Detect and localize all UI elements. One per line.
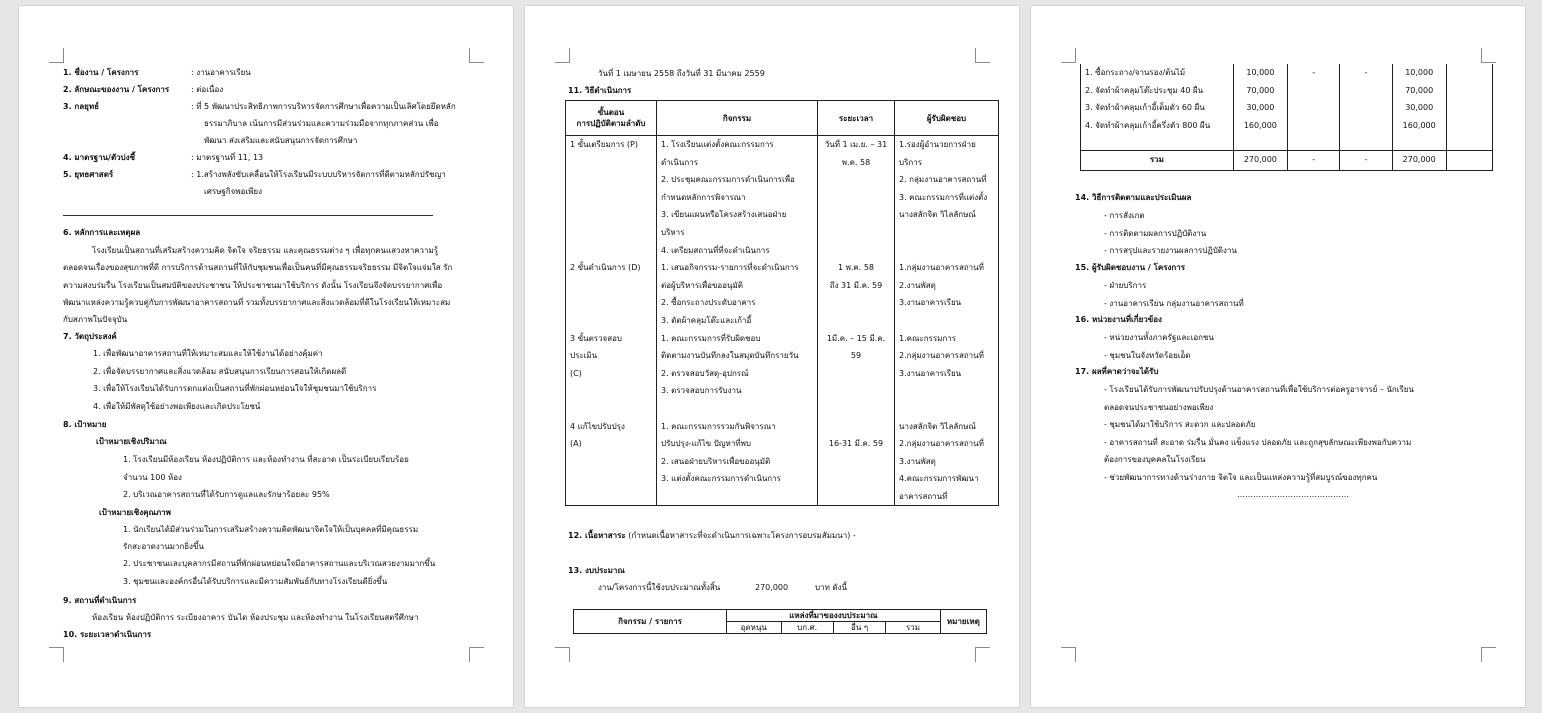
cell-line: [822, 189, 890, 207]
budget-note: [1446, 117, 1492, 151]
budget-other: [1340, 82, 1392, 100]
table-row: [566, 259, 999, 329]
cell-line: [570, 382, 652, 400]
cell-line: [570, 242, 652, 260]
budget-subsidy: 30,000: [1233, 99, 1287, 117]
budget-total-row: [1081, 151, 1493, 171]
info-label: 1. ชื่องาน / โครงการ: [63, 68, 139, 77]
budget-bks: -: [1288, 64, 1340, 82]
cell-line: 3. แต่งตั้งคณะกรรมการดำเนินการ: [661, 474, 781, 484]
cell-line: [570, 189, 652, 207]
quantity-goal-item: 2. บริเวณอาคารสถานที่ได้รับการดูแลและรักษาร้อยละ 95%: [123, 490, 330, 499]
quality-goal-title: เป้าหมายเชิงคุณภาพ: [99, 508, 171, 517]
s6-line: ตลอดจนเรื่องของสุขภาพที่ดี การบริการด้านสถานที่ให้กับชุมชนเพื่อเป็นคนที่มีคุณธรรมจริยธรรม มีจิตใจแจ่มใส รัก: [63, 263, 453, 273]
section-10-title: 10. ระยะเวลาดำเนินการ: [63, 630, 152, 639]
cell-line: [570, 488, 652, 506]
cell-line: (C): [570, 368, 582, 378]
cell-line: 3. ตรวจสอบการรับงาน: [661, 386, 742, 396]
crop-mark: [1061, 647, 1076, 662]
budget-note: [1446, 99, 1492, 117]
section-11-title: 11. วิธีดำเนินการ: [568, 86, 632, 95]
expected-result-item: ตลอดจนประชาชนอย่างพอเพียง: [1104, 402, 1214, 412]
crop-mark: [555, 48, 570, 63]
cell-line: 4.คณะกรรมการพัฒนา: [899, 474, 979, 484]
crop-mark: [469, 647, 484, 662]
cell-line: พ.ค. 58: [841, 157, 871, 167]
cell-line: [570, 294, 652, 312]
info-label: 5. ยุทธศาสตร์: [63, 170, 114, 179]
cell-line: อาคารสถานที่: [899, 491, 948, 501]
expected-result-item: - อาคารสถานที่ สะอาด ร่มรื่น มั่นคง แข็งแรง ปลอดภัย และถูกสุขลักษณะเพียงพอกับความ: [1104, 437, 1412, 447]
section-16-title: 16. หน่วยงานที่เกี่ยวข้อง: [1075, 315, 1162, 324]
crop-mark: [469, 48, 484, 63]
cell-line: 2.กลุ่มงานอาคารสถานที่: [899, 439, 984, 449]
crop-mark: [1061, 48, 1076, 63]
total-subsidy: 270,000: [1233, 151, 1287, 171]
budget-subsidy: 160,000: [1233, 117, 1287, 151]
objective-item: 1. เพื่อพัฒนาอาคารสถานที่ให้เหมาะสมและให้ใช้งานได้อย่างคุ้มค่า: [93, 349, 323, 358]
info-value: : งานอาคารเรียน: [191, 68, 251, 77]
s6-line: พัฒนาแหล่งความรู้ควบคู่กับการพัฒนาอาคารสถานที่ รวมทั้งบรรยากาศและสิ่งแวดล้อมที่ดีในโรงเรียนให้เหมาะสม: [63, 297, 451, 307]
expected-result-item: - ช่วยพัฒนาการทางด้านร่างกาย จิตใจ และเป็นแหล่งความรู้ที่สมบูรณ์ของทุกคน: [1104, 472, 1378, 482]
info-value: : 1.สร้างพลังขับเคลื่อนให้โรงเรียนมีระบบบริหารจัดการที่ดีตามหลักปรัชญา: [191, 170, 446, 179]
header-owner: ผู้รับผิดชอบ: [895, 101, 999, 136]
cell-line: 3.งานอาคารเรียน: [899, 368, 962, 378]
cell-line: 16-31 มี.ค. 59: [828, 439, 884, 449]
quality-goal-item: 2. ประชาชนและบุคลากรมีสถานที่พักผ่อนหย่อนใจมีอาคารสถานและบริเวณสวยงามมากขึ้น: [123, 559, 436, 568]
section-15-title: 15. ผู้รับผิดชอบงาน / โครงการ: [1075, 263, 1186, 272]
crop-mark: [1481, 647, 1496, 662]
cell-line: [822, 488, 890, 506]
budget-header-note: หมายเหตุ: [940, 610, 986, 634]
divider-line: [63, 215, 433, 216]
info-value: : ที่ 5 พัฒนาประสิทธิภาพการบริหารจัดการศึกษาเพื่อความเป็นเลิศโดยยึดหลัก: [191, 102, 456, 111]
cell-line: 2. กลุ่มงานอาคารสถานที่: [899, 175, 987, 185]
crop-mark: [555, 647, 570, 662]
section-17-title: 17. ผลที่คาดว่าจะได้รับ: [1075, 367, 1159, 376]
cell-line: บริหาร: [661, 227, 685, 237]
header-step: ขั้นตอน การปฏิบัติตามลำดับ: [566, 101, 657, 136]
document-page-2: [525, 6, 1019, 707]
cell-line: 1. เสนอกิจกรรม-รายการที่จะดำเนินการ: [661, 263, 799, 273]
cell-owner: [895, 330, 999, 418]
cell-line: 59: [850, 351, 862, 361]
cell-line: ดำเนินการ: [661, 157, 698, 167]
cell-line: 4. เตรียมสถานที่ที่จะดำเนินการ: [661, 245, 770, 255]
document-page-1: [19, 6, 513, 707]
cell-line: [822, 171, 890, 189]
cell-line: [570, 171, 652, 189]
cell-line: นางสลักจิต วิไลลักษณ์: [899, 421, 976, 431]
section-13-text: งาน/โครงการนี้ใช้งบประมาณทั้งสิ้น: [598, 583, 721, 592]
cell-line: 3. เขียนแผนหรือโครงสร้างเสนอฝ่าย: [661, 210, 787, 220]
budget-total: 160,000: [1392, 117, 1446, 151]
cell-line: 1. คณะกรรมการรวมกันพิจารณา: [661, 421, 776, 431]
agency-item: - หน่วยงานทั้งภาครัฐและเอกชน: [1104, 333, 1214, 342]
budget-header-source: แหล่งที่มาของงบประมาณ: [727, 610, 941, 622]
section-7-title: 7. วัตถุประสงค์: [63, 332, 117, 341]
table-row: [566, 418, 999, 506]
info-value: พัฒนา ส่งเสริมและสนับสนุนการจัดการศึกษา: [204, 136, 358, 145]
cell-line: 2.งานพัสดุ: [899, 280, 936, 290]
cell-activity: [657, 418, 818, 506]
objective-item: 4. เพื่อให้มีพัสดุใช้อย่างพอเพียงและเกิดประโยชน์: [93, 401, 261, 411]
budget-bks: [1288, 82, 1340, 100]
cell-line: นางสลักจิต วิไลลักษณ์: [899, 210, 976, 220]
cell-line: [570, 470, 652, 488]
cell-line: ถึง 31 มี.ค. 59: [829, 280, 883, 290]
table-row: [566, 330, 999, 418]
cell-line: 3 ขั้นตรวจสอบ: [570, 333, 623, 343]
cell-line: [822, 206, 890, 224]
cell-line: 1. โรงเรียนแต่งตั้งคณะกรรมการ: [661, 140, 774, 149]
crop-mark: [1481, 48, 1496, 63]
cell-line: [899, 400, 994, 418]
total-sum: 270,000: [1392, 151, 1446, 171]
s6-line: กับสภาพในปัจจุบัน: [63, 315, 128, 325]
cell-line: [899, 382, 994, 400]
crop-mark: [49, 647, 64, 662]
cell-line: 1. คณะกรรมการที่รับผิดชอบ: [661, 333, 761, 343]
cell-line: ประเมิน: [570, 351, 598, 361]
cell-activity: [657, 330, 818, 418]
budget-row: [1081, 117, 1493, 151]
expected-result-item: - โรงเรียนได้รับการพัฒนาปรับปรุงด้านอาคารสถานที่เพื่อใช้บริการต่อครูอาจารย์ – นักเรียน: [1104, 385, 1414, 394]
budget-total: 10,000: [1392, 64, 1446, 82]
cell-time: [818, 136, 895, 260]
budget-unit: บาท ดังนี้: [815, 583, 847, 592]
quality-goal-item: รักสะอาดงานมากยิ่งขึ้น: [123, 542, 204, 551]
section-8-title: 8. เป้าหมาย: [63, 420, 107, 429]
responsible-item: - ฝ่ายบริการ: [1104, 281, 1147, 290]
budget-other: -: [1340, 64, 1392, 82]
budget-header-subsidy: อุดหนุน: [727, 622, 781, 634]
info-value: เศรษฐกิจพอเพียง: [204, 187, 263, 196]
cell-line: ปรับปรุง-แก้ไข ปัญหาที่พบ: [661, 439, 751, 449]
cell-line: (A): [570, 439, 582, 449]
cell-line: [570, 277, 652, 295]
info-value: ธรรมาภิบาล เน้นการมีส่วนร่วมและความร่วมมือจากทุกภาคส่วน เพื่อ: [204, 119, 439, 128]
budget-item: 4. จัดทำผ้าคลุมเก้าอี้ครึ่งตัว 800 ผืน: [1081, 117, 1234, 151]
cell-owner: [895, 136, 999, 260]
cell-line: 2.กลุ่มงานอาคารสถานที่: [899, 351, 984, 361]
section-6-title: 6. หลักการและเหตุผล: [63, 228, 141, 237]
section-13-title: 13. งบประมาณ: [568, 566, 625, 575]
cell-activity: [657, 259, 818, 329]
section-9-text: ห้องเรียน ห้องปฏิบัติการ ระเบียงอาคาร บันได ห้องประชุม และห้องทำงาน ในโรงเรียนสตรีศึกษา: [92, 613, 419, 622]
s6-line: ความสงบร่มรื่น โรงเรียนเป็นสมบัติของประชาชน ให้ประชาชนมาใช้บริการ ดังนั้น โรงเรียนจึงจัดบรรยากาศเพื่อ: [63, 280, 443, 290]
cell-line: [822, 312, 890, 330]
cell-time: [818, 330, 895, 418]
cell-owner: [895, 418, 999, 506]
quality-goal-item: 1. นักเรียนได้มีส่วนร่วมในการเสริมสร้างความคิดพัฒนาจิตใจให้เป็นบุคคลที่มีคุณธรรม: [123, 525, 419, 534]
cell-line: ติดตามงานบันทึกลงในสมุดบันทึกรายวัน: [661, 351, 799, 361]
budget-header-other: อื่น ๆ: [833, 622, 885, 634]
objective-item: 2. เพื่อจัดบรรยากาศและสิ่งแวดล้อม สนับสนุนการเรียนการสอนให้เกิดผลดี: [93, 366, 347, 376]
cell-line: 1.กลุ่มงานอาคารสถานที่: [899, 263, 984, 273]
procedure-table: [565, 100, 999, 506]
cell-activity: [657, 136, 818, 260]
monitoring-item: - การสังเกต: [1104, 211, 1145, 220]
budget-bks: [1288, 99, 1340, 117]
cell-line: 2 ขั้นดำเนินการ (D): [570, 263, 641, 273]
budget-table: [1080, 64, 1493, 171]
section-14-title: 14. วิธีการติดตามและประเมินผล: [1075, 193, 1192, 202]
budget-row: [1081, 99, 1493, 117]
budget-header-total: รวม: [886, 622, 940, 634]
cell-line: [661, 400, 813, 418]
cell-step: [566, 136, 657, 260]
cell-line: 3.งานพัสดุ: [899, 456, 936, 466]
budget-bks: [1288, 117, 1340, 151]
budget-total: 30,000: [1392, 99, 1446, 117]
budget-item: 1. ซื้อกระถาง/จานรอง/ต้นไม้: [1081, 64, 1234, 82]
budget-row: [1081, 82, 1493, 100]
cell-line: 2. ตรวจสอบวัสดุ-อุปกรณ์: [661, 368, 749, 378]
document-page-3: [1031, 6, 1525, 707]
cell-line: [822, 294, 890, 312]
cell-line: [822, 224, 890, 242]
cell-line: 2. ซื้อกระถางประดับอาคาร: [661, 298, 756, 308]
section-9-title: 9. สถานที่ดำเนินการ: [63, 596, 137, 605]
cell-line: [822, 418, 890, 436]
info-value: : มาตรฐานที่ 11, 13: [191, 153, 264, 162]
crop-mark: [49, 48, 64, 63]
budget-note: [1446, 82, 1492, 100]
cell-line: [822, 453, 890, 471]
budget-amount: 270,000: [755, 583, 789, 592]
monitoring-item: - การติดตามผลการปฏิบัติงาน: [1104, 228, 1207, 238]
cell-line: [899, 312, 994, 330]
cell-line: [570, 453, 652, 471]
cell-line: [822, 400, 890, 418]
budget-subsidy: 10,000: [1233, 64, 1287, 82]
cell-owner: [895, 259, 999, 329]
total-bks: -: [1288, 151, 1340, 171]
quantity-goal-title: เป้าหมายเชิงปริมาณ: [96, 437, 167, 446]
quantity-goal-item: 1. โรงเรียนมีห้องเรียน ห้องปฏิบัติการ และห้องทำงาน ที่สะอาด เป็นระเบียบเรียบร้อย: [123, 455, 409, 464]
cell-line: 2. เสนอฝ่ายบริหารเพื่อขออนุมัติ: [661, 456, 771, 466]
expected-result-item: - ชุมชนได้มาใช้บริการ สะดวก และปลอดภัย: [1104, 420, 1256, 429]
cell-line: [822, 382, 890, 400]
budget-item: 3. จัดทำผ้าคลุมเก้าอี้เต็มตัว 60 ผืน: [1081, 99, 1234, 117]
cell-line: [822, 365, 890, 383]
cell-line: วันที่ 1 เม.ย. – 31: [824, 140, 888, 149]
budget-header-bks: บก.ศ.: [781, 622, 833, 634]
cell-line: 1 ขั้นเตรียมการ (P): [570, 140, 638, 149]
cell-line: ต่อผู้บริหารเพื่อขออนุมัติ: [661, 280, 743, 290]
cell-line: [822, 470, 890, 488]
cell-step: [566, 418, 657, 506]
table-row: [566, 136, 999, 260]
cell-time: [818, 259, 895, 329]
cell-line: 4 แก้ไขปรับปรุง: [570, 421, 625, 431]
budget-table-header: [573, 609, 987, 634]
budget-other: [1340, 117, 1392, 151]
quantity-goal-item: จำนวน 100 ห้อง: [123, 473, 182, 482]
cell-line: 1 พ.ค. 58: [837, 263, 875, 273]
budget-header-activity: กิจกรรม / รายการ: [574, 610, 727, 634]
crop-mark: [975, 48, 990, 63]
cell-line: 3. คณะกรรมการที่แต่งตั้ง: [899, 192, 988, 202]
cell-line: [661, 488, 813, 506]
budget-note: [1446, 64, 1492, 82]
budget-total: 70,000: [1392, 82, 1446, 100]
cell-line: [570, 312, 652, 330]
cell-step: [566, 330, 657, 418]
expected-result-item: ต้องการของบุคคลในโรงเรียน: [1104, 455, 1206, 464]
end-mark: ……………………………………: [1237, 490, 1349, 499]
total-label: รวม: [1081, 151, 1234, 171]
monitoring-item: - การสรุปและรายงานผลการปฏิบัติงาน: [1104, 246, 1237, 255]
cell-line: [822, 242, 890, 260]
cell-line: [570, 224, 652, 242]
objective-item: 3. เพื่อให้โรงเรียนได้รับการตกแต่งเป็นสถานที่พักผ่อนหย่อนใจให้ชุมชนมาใช้บริการ: [93, 384, 377, 393]
budget-subsidy: 70,000: [1233, 82, 1287, 100]
cell-line: กำหนดหลักการพิจารณา: [661, 192, 746, 202]
cell-line: 3.งานอาคารเรียน: [899, 298, 962, 308]
cell-line: 1.คณะกรรมการ: [899, 333, 957, 343]
budget-item: 2. จัดทำผ้าคลุมโต๊ะประชุม 40 ผืน: [1081, 82, 1234, 100]
info-label: 2. ลักษณะของงาน / โครงการ: [63, 85, 170, 94]
info-label: 3. กลยุทธ์: [63, 102, 99, 111]
cell-line: [899, 224, 994, 242]
cell-line: [899, 242, 994, 260]
cell-line: [570, 206, 652, 224]
info-value: : ต่อเนื่อง: [191, 85, 224, 94]
header-period: ระยะเวลา: [818, 101, 895, 136]
cell-step: [566, 259, 657, 329]
cell-line: [570, 154, 652, 172]
budget-other: [1340, 99, 1392, 117]
cell-line: 3. ตัดผ้าคลุมโต๊ะและเก้าอี้: [661, 315, 752, 325]
cell-line: 1.รองผู้อำนวยการฝ่าย: [899, 140, 976, 149]
cell-line: 1มี.ค. – 15 มี.ค.: [826, 333, 886, 343]
budget-row: [1081, 64, 1493, 82]
agency-item: - ชุมชนในจังหวัดร้อยเอ็ด: [1104, 350, 1191, 360]
info-label: 4. มาตรฐาน/ตัวบ่งชี้: [63, 153, 136, 162]
responsible-item: - งานอาคารเรียน กลุ่มงานอาคารสถานที่: [1104, 298, 1244, 308]
cell-line: บริการ: [899, 157, 923, 167]
total-note: [1446, 151, 1492, 171]
crop-mark: [975, 647, 990, 662]
quality-goal-item: 3. ชุมชนและองค์กรอื่นได้รับบริการและมีความสัมพันธ์กับทางโรงเรียนดียิ่งขึ้น: [123, 577, 388, 586]
header-activity: กิจกรรม: [657, 101, 818, 136]
cell-time: [818, 418, 895, 506]
period-text: วันที่ 1 เมษายน 2558 ถึงวันที่ 31 มีนาคม 2559: [598, 69, 765, 78]
cell-line: [570, 400, 652, 418]
section-12: 12. เนื้อหาสาระ (กำหนดเนื้อหาสาระที่จะดำเนินการเฉพาะโครงการอบรมสัมมนา) -: [568, 531, 856, 540]
s6-line: โรงเรียนเป็นสถานที่เสริมสร้างความคิด จิตใจ จริยธรรม และคุณธรรมต่าง ๆ เพื่อทุกคนแสวงหาความรู้: [92, 246, 439, 255]
total-other: -: [1340, 151, 1392, 171]
cell-line: 2. ประชุมคณะกรรมการดำเนินการเพื่อ: [661, 175, 795, 185]
